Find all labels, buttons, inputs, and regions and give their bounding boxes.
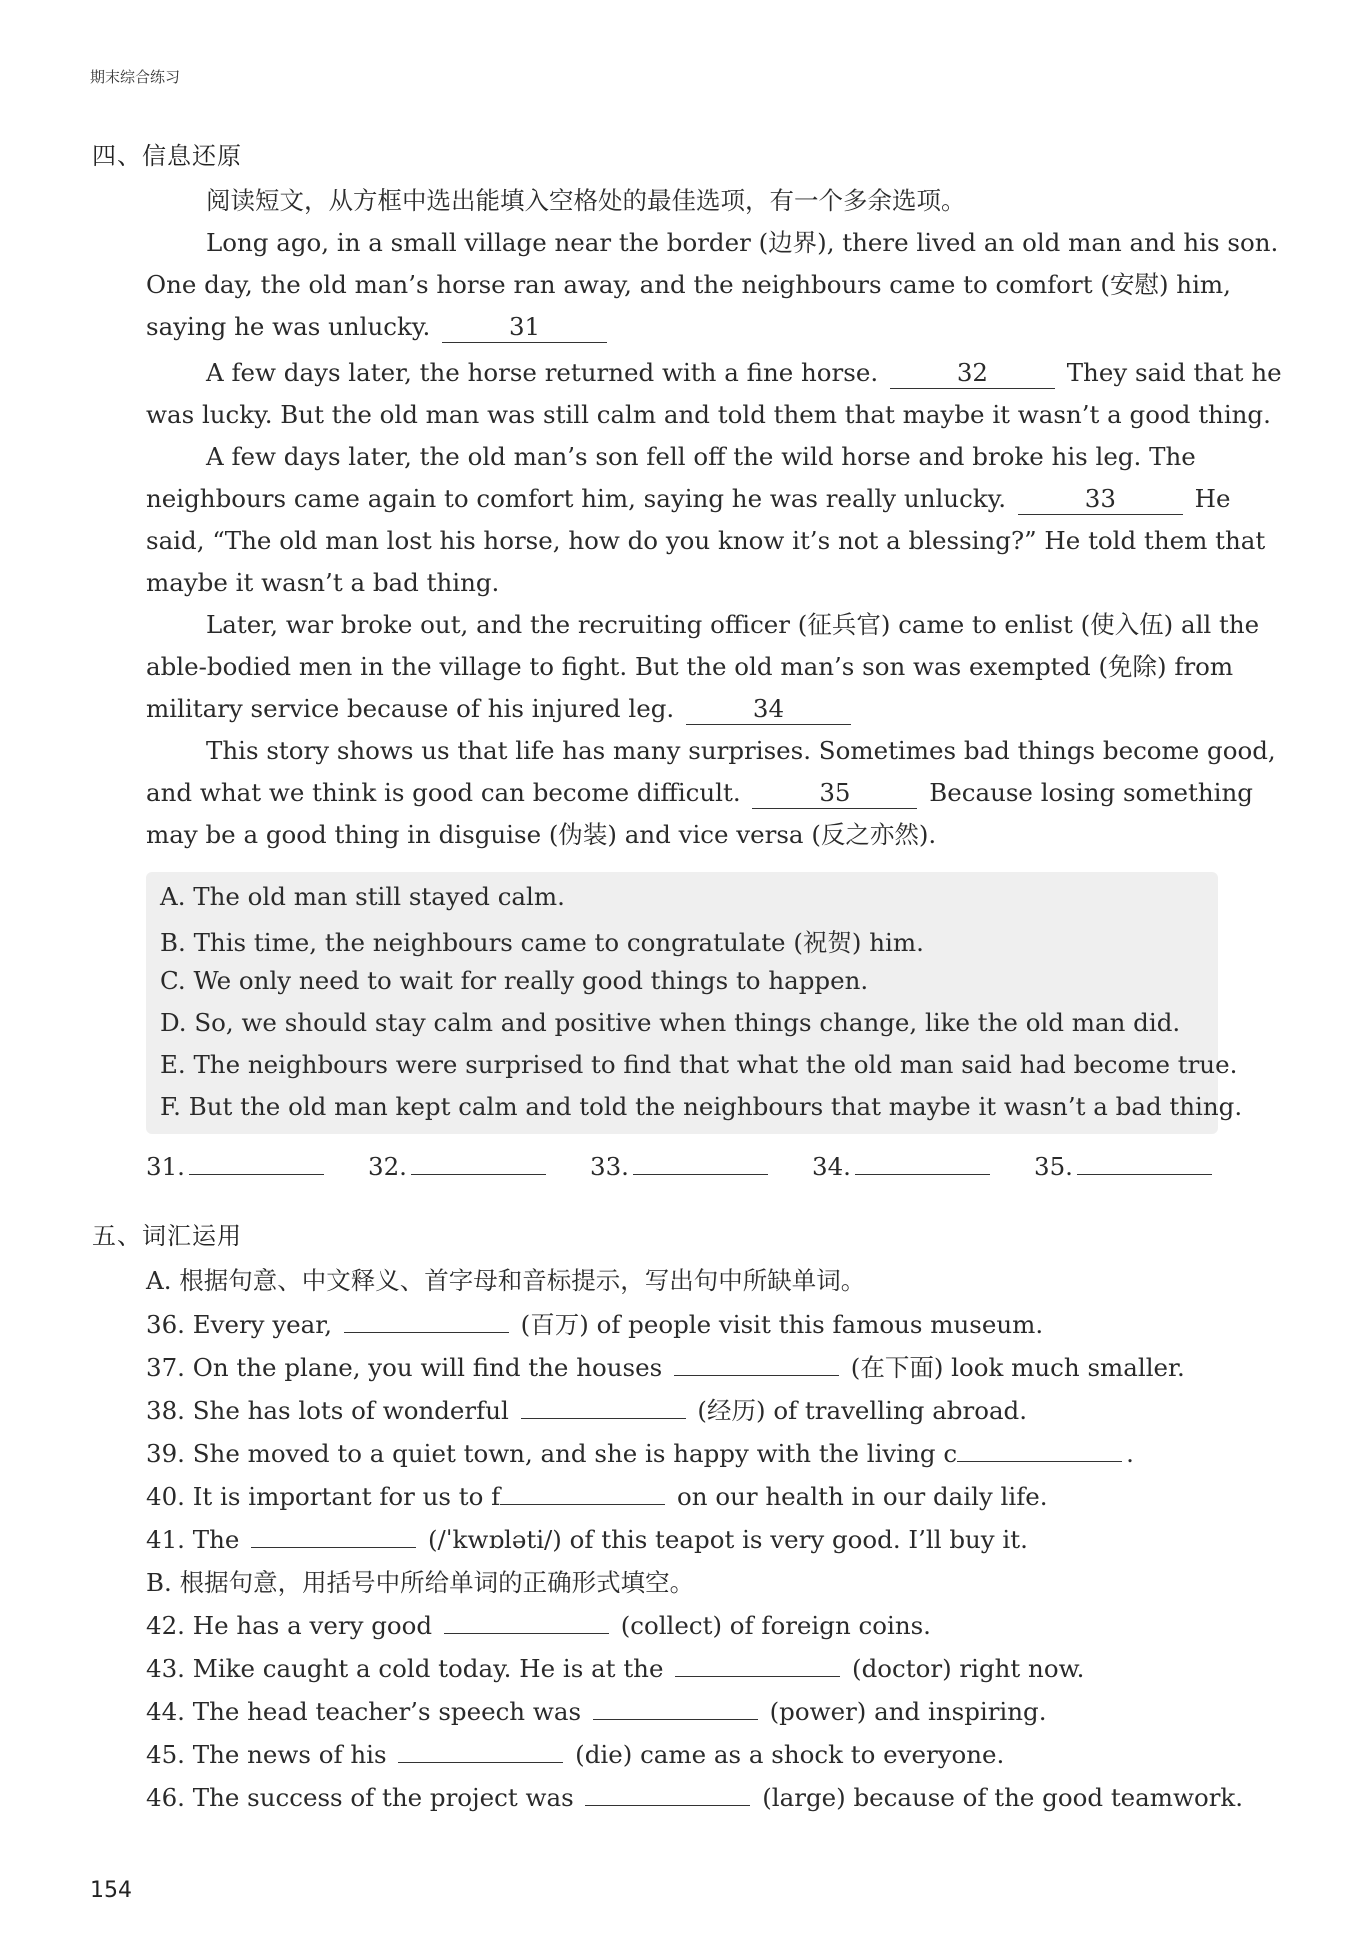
question-43 <box>146 1650 1084 1683</box>
option-c: C. We only need to wait for really good things to happen. <box>160 966 869 995</box>
q46-text: 46. The success of the project was <box>146 1783 574 1812</box>
q45-text: 45. The news of his <box>146 1740 387 1769</box>
para1-line3 <box>146 306 1228 348</box>
q39-text: 39. She moved to a quiet town, and she is happy with the living c <box>146 1439 958 1468</box>
para3-line1: A few days later, the old man’s son fell off the wild horse and broke his leg. The <box>206 442 1196 471</box>
q41-blank[interactable] <box>251 1521 416 1548</box>
para3-line2 <box>146 478 1231 520</box>
blank-31[interactable]: 31 <box>442 312 607 343</box>
blank-33[interactable]: 33 <box>1018 484 1183 515</box>
question-44 <box>146 1693 1047 1726</box>
answer-33-label: 33. <box>590 1152 629 1181</box>
option-e: E. The neighbours were surprised to find that what the old man said had become true. <box>160 1050 1238 1079</box>
blank-34[interactable]: 34 <box>686 694 851 725</box>
q46-end: (large) because of the good teamwork. <box>762 1783 1244 1812</box>
answer-35-label: 35. <box>1034 1152 1073 1181</box>
section-5-title: 五、词汇运用 <box>92 1222 242 1250</box>
para2-text: A few days later, the horse returned with a fine horse. <box>206 358 879 387</box>
part-a-instruction: A. 根据句意、中文释义、首字母和音标提示，写出句中所缺单词。 <box>146 1266 866 1295</box>
q40-blank[interactable] <box>500 1478 665 1505</box>
q40-end: on our health in our daily life. <box>677 1482 1048 1511</box>
q43-text: 43. Mike caught a cold today. He is at the <box>146 1654 664 1683</box>
answer-33-blank[interactable] <box>633 1148 768 1175</box>
page-header: 期末综合练习 <box>90 68 181 86</box>
option-d: D. So, we should stay calm and positive when things change, like the old man did. <box>160 1008 1181 1037</box>
answer-35-blank[interactable] <box>1077 1148 1212 1175</box>
para3-end: He <box>1194 484 1231 513</box>
option-b: B. This time, the neighbours came to congratulate (祝贺) him. <box>160 928 924 957</box>
section-4-title: 四、信息还原 <box>92 142 242 170</box>
blank-35[interactable]: 35 <box>752 778 917 809</box>
q38-blank[interactable] <box>521 1392 686 1419</box>
question-41 <box>146 1521 1028 1554</box>
q41-end: (/ˈkwɒləti/) of this teapot is very good. I’ll buy it. <box>427 1525 1028 1554</box>
para4-line3 <box>146 688 1228 730</box>
question-45 <box>146 1736 1004 1769</box>
para1-line3-text: saying he was unlucky. <box>146 312 431 341</box>
question-42 <box>146 1607 931 1640</box>
answer-31 <box>146 1148 324 1181</box>
para5-line2 <box>146 772 1253 814</box>
answer-31-blank[interactable] <box>189 1148 324 1175</box>
q46-blank[interactable] <box>585 1779 750 1806</box>
option-a: A. The old man still stayed calm. <box>160 882 565 911</box>
para5-end: Because losing something <box>929 778 1253 807</box>
blank-32[interactable]: 32 <box>890 358 1055 389</box>
q42-end: (collect) of foreign coins. <box>620 1611 931 1640</box>
q38-text: 38. She has lots of wonderful <box>146 1396 509 1425</box>
q41-text: 41. The <box>146 1525 240 1554</box>
answer-33 <box>590 1148 768 1181</box>
q36-end: (百万) of people visit this famous museum. <box>520 1310 1044 1339</box>
para4-line1: Later, war broke out, and the recruiting officer (征兵官) came to enlist (使入伍) all the <box>206 610 1260 639</box>
answer-35 <box>1034 1148 1212 1181</box>
para3-line4: maybe it wasn’t a bad thing. <box>146 568 500 597</box>
question-46 <box>146 1779 1243 1812</box>
answer-34-blank[interactable] <box>855 1148 990 1175</box>
para2-end: They said that he <box>1066 358 1282 387</box>
para1-line1: Long ago, in a small village near the border (边界), there lived an old man and his son. <box>206 228 1279 257</box>
q42-text: 42. He has a very good <box>146 1611 433 1640</box>
question-36 <box>146 1306 1043 1341</box>
para4-text: military service because of his injured leg. <box>146 694 675 723</box>
q44-blank[interactable] <box>593 1693 758 1720</box>
q45-end: (die) came as a shock to everyone. <box>575 1740 1005 1769</box>
para2-line2: was lucky. But the old man was still calm and told them that maybe it wasn’t a good thing. <box>146 400 1271 429</box>
q40-text: 40. It is important for us to f <box>146 1482 501 1511</box>
answer-34 <box>812 1148 990 1181</box>
question-37 <box>146 1349 1185 1384</box>
para1-line2: One day, the old man’s horse ran away, and the neighbours came to comfort (安慰) him, <box>146 270 1231 299</box>
q37-blank[interactable] <box>674 1349 839 1376</box>
q45-blank[interactable] <box>398 1736 563 1763</box>
para5-line1: This story shows us that life has many surprises. Sometimes bad things become good, <box>206 736 1276 765</box>
q44-text: 44. The head teacher’s speech was <box>146 1697 582 1726</box>
para5-line3: may be a good thing in disguise (伪装) and vice versa (反之亦然). <box>146 820 937 849</box>
para2-line1 <box>206 352 1282 394</box>
para3-line3: said, “The old man lost his horse, how do you know it’s not a blessing?” He told them that <box>146 526 1266 555</box>
part-b-instruction: B. 根据句意，用括号中所给单词的正确形式填空。 <box>146 1568 695 1597</box>
answer-32-blank[interactable] <box>411 1148 546 1175</box>
q37-end: (在下面) look much smaller. <box>850 1353 1185 1382</box>
para3-text: neighbours came again to comfort him, saying he was really unlucky. <box>146 484 1007 513</box>
answer-34-label: 34. <box>812 1152 851 1181</box>
q43-blank[interactable] <box>675 1650 840 1677</box>
para5-text: and what we think is good can become difficult. <box>146 778 741 807</box>
question-40 <box>146 1478 1048 1511</box>
q43-end: (doctor) right now. <box>852 1654 1085 1683</box>
q38-end: (经历) of travelling abroad. <box>697 1396 1028 1425</box>
instruction: 阅读短文，从方框中选出能填入空格处的最佳选项，有一个多余选项。 <box>206 186 966 215</box>
para4-line2: able-bodied men in the village to fight. But the old man’s son was exempted (免除) from <box>146 652 1234 681</box>
q37-text: 37. On the plane, you will find the houses <box>146 1353 663 1382</box>
answer-31-label: 31. <box>146 1152 185 1181</box>
q39-blank[interactable] <box>957 1435 1122 1462</box>
q36-blank[interactable] <box>344 1306 509 1333</box>
page-number: 154 <box>90 1878 132 1903</box>
answer-32-label: 32. <box>368 1152 407 1181</box>
question-39 <box>146 1435 1134 1468</box>
answer-32 <box>368 1148 546 1181</box>
q42-blank[interactable] <box>444 1607 609 1634</box>
question-38 <box>146 1392 1027 1427</box>
option-f: F. But the old man kept calm and told the neighbours that maybe it wasn’t a bad thing. <box>160 1092 1243 1121</box>
q39-end: . <box>1126 1439 1134 1468</box>
q44-end: (power) and inspiring. <box>769 1697 1047 1726</box>
q36-text: 36. Every year, <box>146 1310 333 1339</box>
